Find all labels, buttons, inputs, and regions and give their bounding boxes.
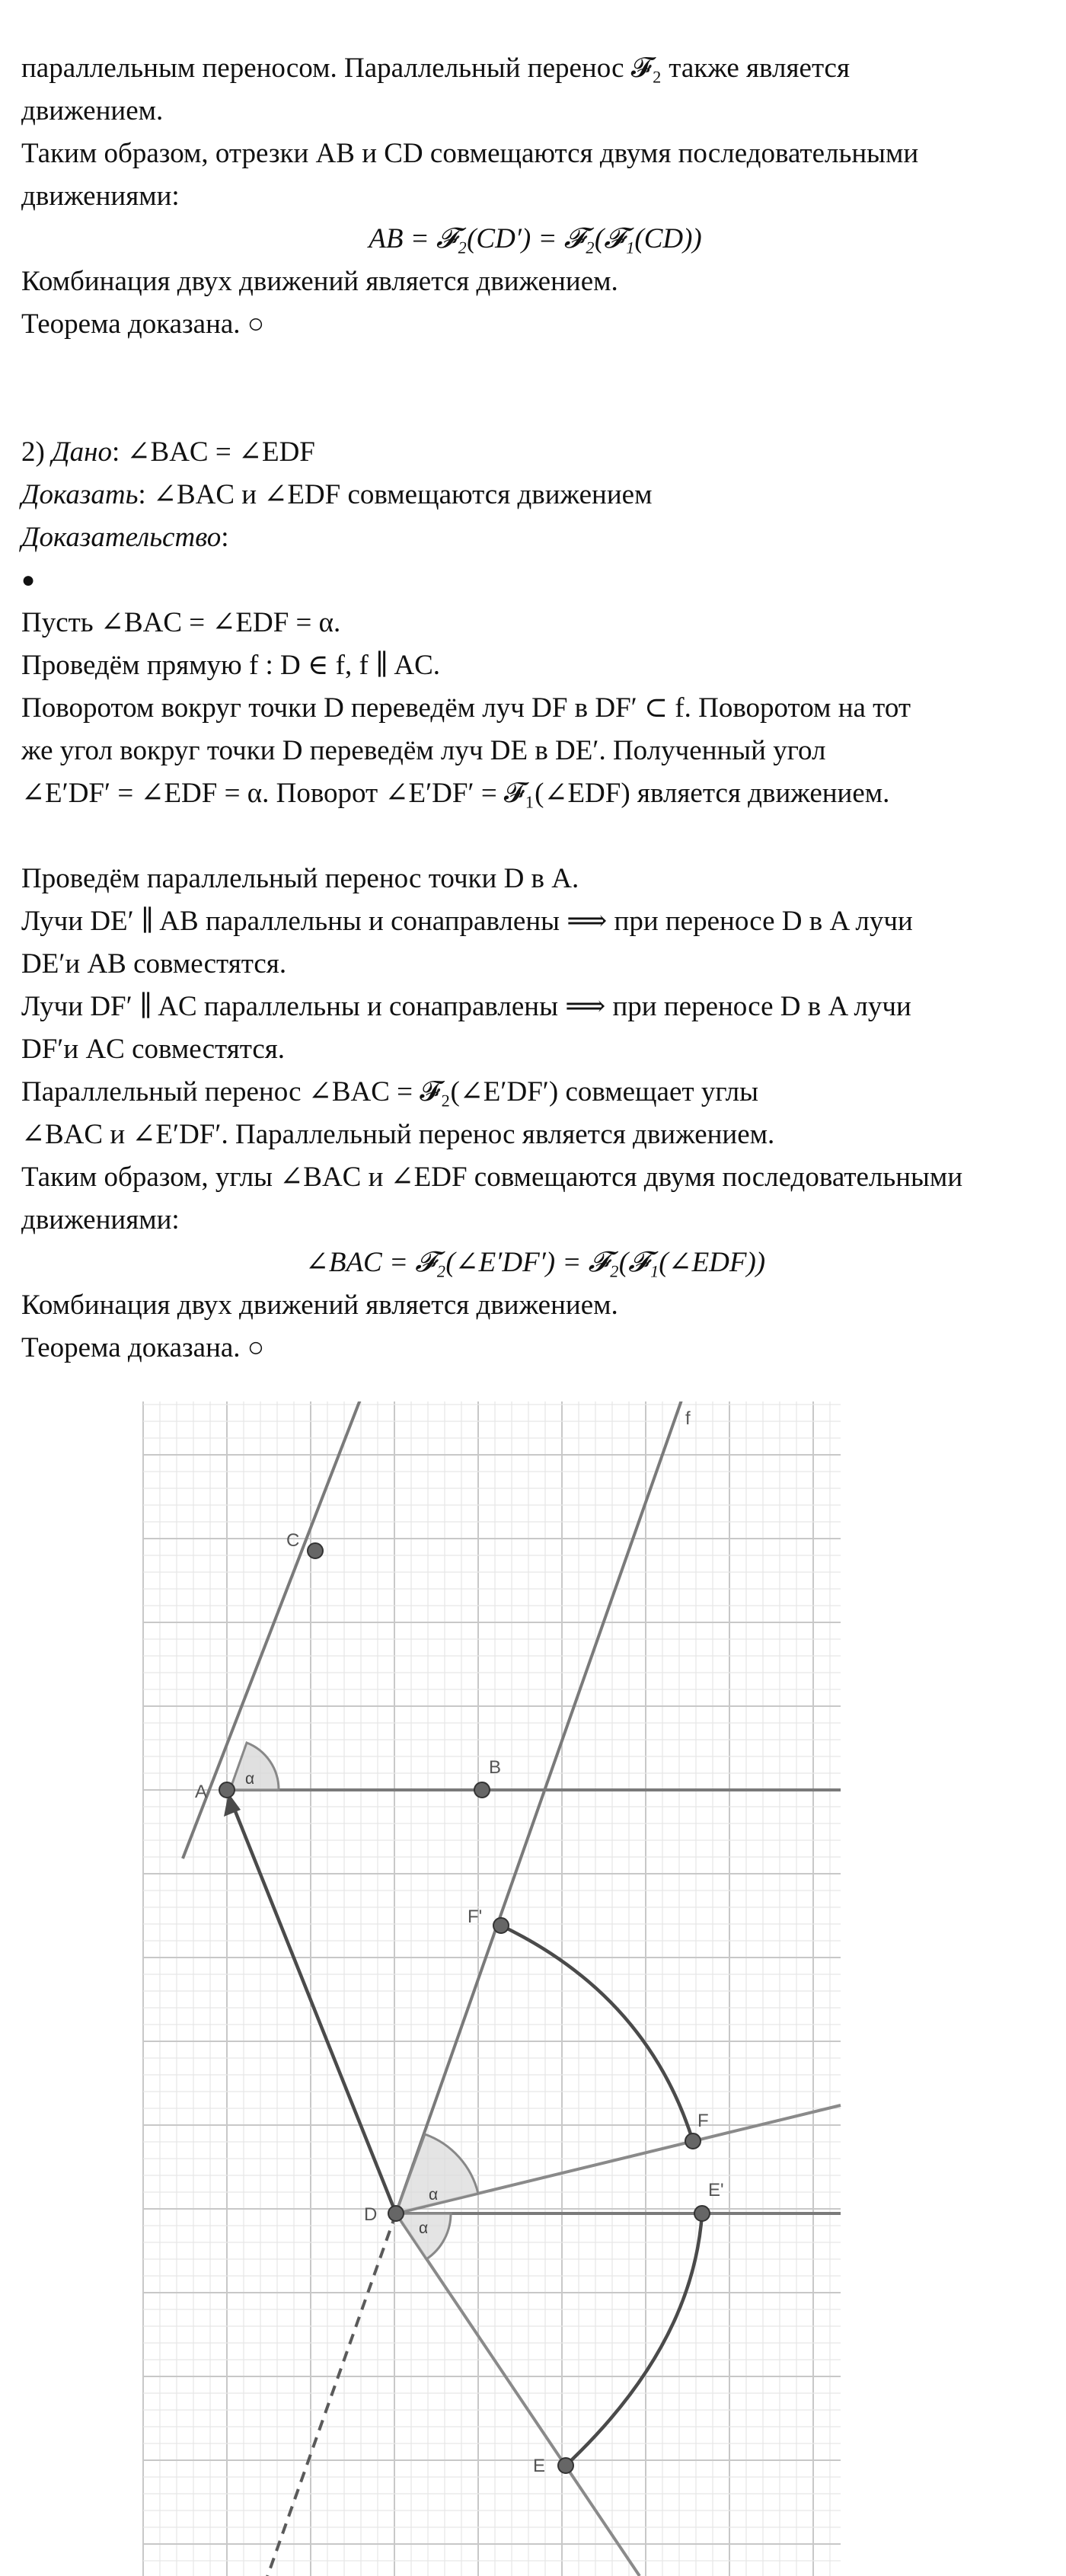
point-d: [388, 2206, 404, 2221]
label-b: B: [489, 1757, 502, 1778]
label-f-prime: F': [468, 1906, 483, 1927]
text-line: же угол вокруг точки D переведём луч DE в DE′. Полученный угол: [21, 735, 826, 766]
alpha-label-d-upper: α: [429, 2186, 439, 2204]
text-line: Пусть ∠BAC = ∠EDF = α.: [21, 607, 341, 638]
proof-colon: :: [221, 522, 229, 553]
text-line: Поворотом вокруг точки D переведём луч DF в DF′ ⊂ f. Поворотом на тот: [21, 692, 911, 724]
alpha-label-d-lower: α: [419, 2220, 429, 2237]
text-line: движением.: [21, 95, 164, 126]
label-e: E: [533, 2456, 546, 2476]
text-line: движениями:: [21, 1204, 180, 1235]
text-line: Параллельный перенос ∠BAC = 𝓕₂(∠E′DF′) совмещает углы: [21, 1076, 758, 1107]
text-line: Комбинация двух движений является движением.: [21, 266, 618, 297]
text-line: ∠BAC и ∠E′DF′. Параллельный перенос является движением.: [21, 1119, 775, 1150]
text-line: Таким образом, углы ∠BAC и ∠EDF совмещаются двумя последовательными: [21, 1162, 963, 1193]
translation-vector: [232, 1804, 396, 2213]
text-line: Лучи DF′ ∥ AC параллельны и сонаправлены ⟹ при переносе D в A лучи: [21, 991, 911, 1022]
spacer: [21, 346, 1049, 431]
prove-label: Доказать: [21, 479, 139, 510]
text-line: ∠E′DF′ = ∠EDF = α. Поворот ∠E′DF′ = 𝓕₁(∠EDF) является движением.: [21, 778, 890, 809]
given-label: Дано: [52, 436, 112, 468]
text-line: Лучи DE′ ∥ AB параллельны и сонаправлены ⟹ при переносе D в A лучи: [21, 906, 913, 937]
point-e: [558, 2458, 573, 2473]
point-f: [685, 2133, 701, 2149]
point-a: [219, 1782, 235, 1798]
text-line: параллельным переносом. Параллельный перенос 𝓕₂ также является: [21, 53, 851, 84]
alpha-label-a: α: [245, 1770, 255, 1788]
text-line: DF′и AC совместятся.: [21, 1034, 286, 1065]
label-f-line: f: [685, 1408, 691, 1429]
part-number: 2): [21, 436, 45, 468]
text-line: Теорема доказана. ○: [21, 308, 265, 340]
given-line: [21, 431, 1049, 474]
text-line: Комбинация двух движений является движением.: [21, 1290, 618, 1321]
point-b: [474, 1782, 490, 1798]
text-line: Проведём параллельный перенос точки D в A.: [21, 863, 579, 894]
text-line: Теорема доказана. ○: [21, 1332, 265, 1363]
geometry-figure: [0, 1401, 1066, 2576]
label-f: F: [697, 2111, 709, 2131]
document-body: [21, 47, 1049, 1369]
point-f-prime: [493, 1918, 509, 1933]
line-f-dashed: [263, 2213, 396, 2576]
text-line: DE′и AB совместятся.: [21, 948, 287, 980]
prove-line: [21, 474, 1049, 516]
text-line: движениями:: [21, 181, 180, 212]
point-c: [308, 1543, 323, 1558]
bullet: ●: [21, 567, 36, 593]
formula-2: ∠BAC = 𝓕₂(∠E′DF′) = 𝓕₂(𝓕₁(∠EDF)): [305, 1247, 766, 1278]
given-statement: : ∠BAC = ∠EDF: [111, 436, 315, 468]
text-line: Проведём прямую f : D ∈ f, f ∥ AC.: [21, 650, 440, 681]
grid: [143, 1401, 841, 2576]
ray-de: [396, 2213, 640, 2576]
proof-line: [21, 516, 1049, 559]
point-e-prime: [694, 2206, 710, 2221]
label-e-prime: E': [708, 2180, 724, 2200]
label-d: D: [364, 2204, 378, 2225]
proof-label: Доказательство: [21, 522, 222, 553]
spacer: [21, 815, 1049, 858]
arc-e-to-e-prime: [566, 2213, 702, 2466]
label-c: C: [286, 1530, 300, 1551]
label-a: A: [195, 1782, 208, 1802]
text-line: Таким образом, отрезки AB и CD совмещаются двумя последовательными: [21, 138, 919, 169]
formula-1: AB = 𝓕₂(CD′) = 𝓕₂(𝓕₁(CD)): [369, 223, 702, 254]
prove-statement: : ∠BAC и ∠EDF совмещаются движением: [138, 479, 653, 510]
